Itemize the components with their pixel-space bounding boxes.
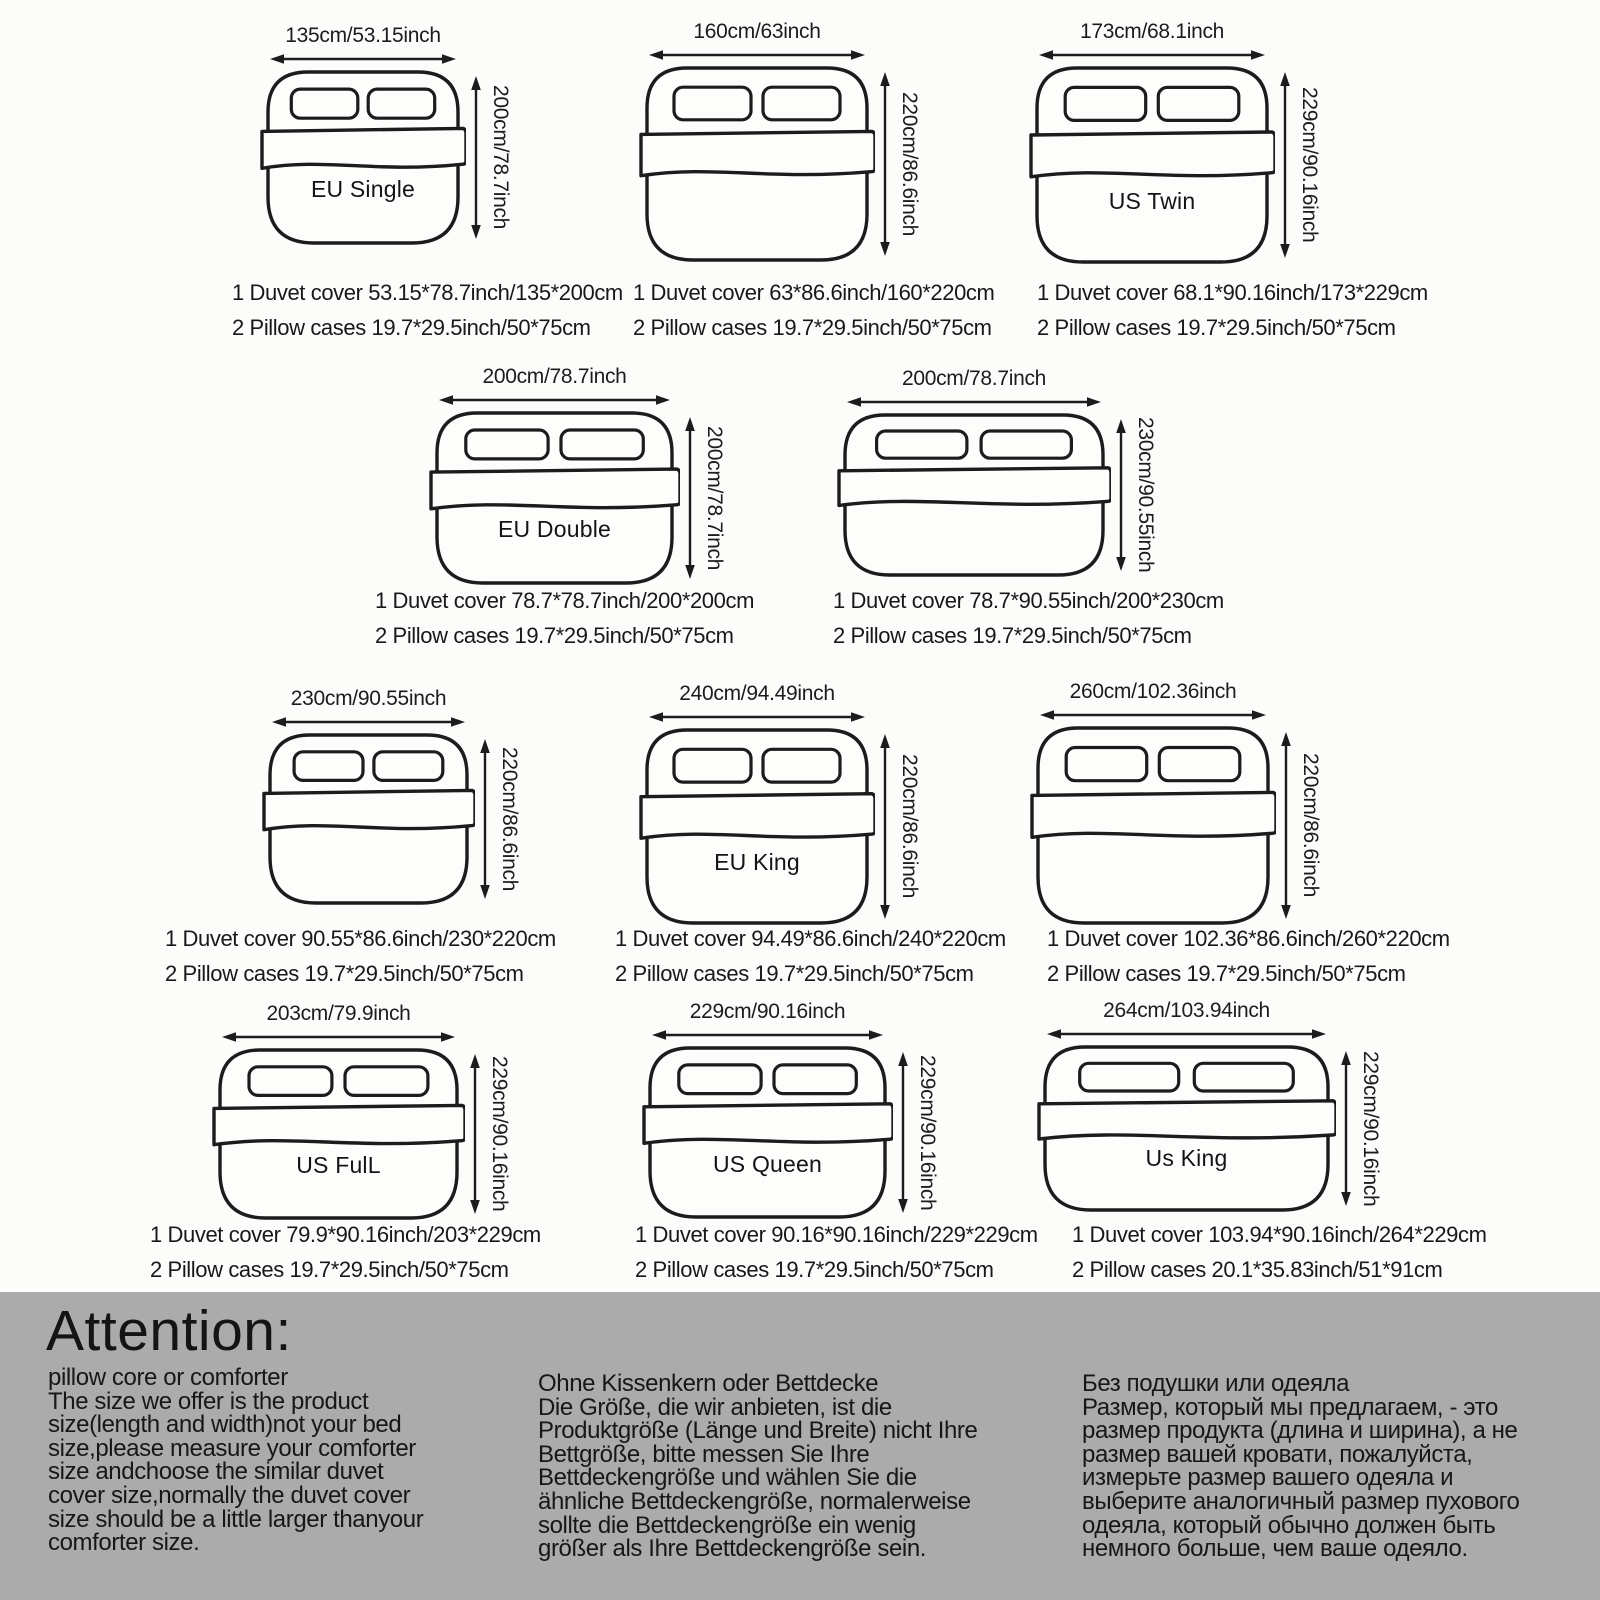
height-dimension-arrow [477, 737, 493, 901]
bed-figure [260, 68, 466, 251]
width-dimension-arrow [647, 47, 867, 63]
sheet-fold-band [1039, 1101, 1336, 1139]
height-arrow-wrap [877, 732, 893, 921]
pillow-right-icon [345, 1067, 428, 1096]
bed-height-label: 229cm/90.16inch [916, 1054, 939, 1211]
height-arrow-wrap [467, 1052, 483, 1216]
bed-height-label: 200cm/78.7inch [703, 425, 726, 571]
attention-line: Ohne Kissenkern oder Bettdecke [538, 1370, 879, 1397]
width-dimension-arrow [647, 709, 867, 725]
attention-line: измерьте размер вашего одеяла и [1082, 1464, 1454, 1492]
bed-width-label: 200cm/78.7inch [901, 367, 1047, 390]
attention-line: Без подушки или одеяла [1082, 1370, 1350, 1397]
attention-line: size should be a little larger thanyour [48, 1505, 424, 1533]
duvet-cover-spec: 1 Duvet cover 78.7*90.55inch/200*230cm [833, 588, 1224, 613]
height-arrow-wrap [1278, 730, 1294, 921]
bed-figure [639, 726, 875, 931]
attention-line: größer als Ihre Bettdeckengröße sein. [538, 1535, 927, 1563]
duvet-cover-spec: 1 Duvet cover 63*86.6inch/160*220cm [633, 280, 995, 305]
attention-text-de [538, 1372, 977, 1561]
duvet-cover-spec: 1 Duvet cover 79.9*90.16inch/203*229cm [150, 1222, 541, 1247]
sheet-fold-band [431, 469, 680, 509]
bed-width-label: 200cm/78.7inch [482, 365, 627, 388]
pillow-cases-spec: 2 Pillow cases 19.7*29.5inch/50*75cm [615, 961, 974, 986]
width-arrow-wrap [437, 392, 672, 408]
pillow-right-icon [1194, 1063, 1293, 1091]
height-dimension-arrow [1278, 730, 1294, 921]
width-dimension-arrow [650, 1027, 885, 1043]
bed-diagram [262, 731, 475, 911]
width-dimension-arrow [1045, 1026, 1328, 1042]
bed-height-label: 229cm/90.16inch [1359, 1050, 1382, 1207]
attention-text-ru [1082, 1372, 1520, 1561]
duvet-cover-spec: 1 Duvet cover 68.1*90.16inch/173*229cm [1037, 280, 1428, 305]
pillow-cases-spec: 2 Pillow cases 19.7*29.5inch/50*75cm [232, 315, 591, 340]
pillow-right-icon [1159, 748, 1240, 781]
pillow-right-icon [763, 87, 840, 120]
pillow-cases-spec: 2 Pillow cases 19.7*29.5inch/50*75cm [1047, 961, 1406, 986]
sheet-fold-band [264, 790, 475, 829]
width-dimension-arrow [268, 51, 458, 67]
bed-width-label: 260cm/102.36inch [1069, 680, 1237, 703]
attention-line: Produktgröße (Länge und Breite) nicht Ihre [538, 1417, 978, 1445]
bed-diagram [642, 1044, 893, 1225]
attention-line: размер продукта (длина и ширина), а не [1082, 1417, 1518, 1445]
bed-height-label: 229cm/90.16inch [488, 1056, 511, 1212]
bed-figure [642, 1044, 893, 1225]
width-arrow-wrap [268, 51, 458, 67]
bed-width-label: 203cm/79.9inch [266, 1002, 411, 1025]
pillow-right-icon [1158, 87, 1239, 120]
bed-width-label: 160cm/63inch [693, 20, 821, 43]
bed-height-label: 220cm/86.6inch [898, 754, 921, 899]
bed-name-label: US Twin [1108, 188, 1196, 214]
width-arrow-wrap [845, 394, 1103, 410]
sheet-fold-band [641, 131, 875, 175]
pillow-right-icon [763, 749, 840, 782]
pillow-cases-spec: 2 Pillow cases 20.1*35.83inch/51*91cm [1072, 1257, 1443, 1282]
duvet-cover-spec: 1 Duvet cover 90.16*90.16inch/229*229cm [635, 1222, 1038, 1247]
height-dimension-arrow [682, 415, 698, 581]
bed-figure [1037, 1043, 1336, 1218]
pillow-right-icon [774, 1065, 856, 1094]
pillow-left-icon [249, 1067, 332, 1096]
bed-diagram [639, 726, 875, 931]
pillow-left-icon [466, 430, 548, 459]
width-dimension-arrow [845, 394, 1103, 410]
width-arrow-wrap [1037, 47, 1267, 63]
attention-line: size,please measure your comforter [48, 1434, 416, 1462]
bed-name-label: EU Single [310, 176, 416, 202]
width-dimension-arrow [270, 714, 467, 730]
width-arrow-wrap [650, 1027, 885, 1043]
bed-name-label: US FulL [296, 1152, 381, 1178]
duvet-cover-spec: 1 Duvet cover 102.36*86.6inch/260*220cm [1047, 926, 1450, 951]
height-arrow-wrap [1113, 417, 1129, 573]
height-dimension-arrow [1113, 417, 1129, 573]
height-arrow-wrap [895, 1050, 911, 1215]
bed-diagram [429, 409, 680, 591]
attention-line: Размер, который мы предлагаем, - это [1082, 1393, 1498, 1421]
bed-diagram [260, 68, 466, 251]
width-arrow-wrap [1045, 1026, 1328, 1042]
duvet-cover-spec: 1 Duvet cover 53.15*78.7inch/135*200cm [232, 280, 623, 305]
attention-line: Die Größe, die wir anbieten, ist die [538, 1393, 892, 1421]
height-dimension-arrow [1277, 70, 1293, 260]
width-dimension-arrow [437, 392, 672, 408]
height-dimension-arrow [1338, 1049, 1354, 1208]
attention-line: размер вашей кровати, пожалуйста, [1082, 1440, 1473, 1468]
bed-diagram [212, 1046, 465, 1226]
width-dimension-arrow [1038, 707, 1268, 723]
bed-width-label: 264cm/103.94inch [1103, 999, 1270, 1022]
bed-figure [212, 1046, 465, 1226]
height-arrow-wrap [682, 415, 698, 581]
bed-figure [1030, 724, 1276, 931]
bed-height-label: 220cm/86.6inch [1299, 753, 1322, 898]
bed-height-label: 200cm/78.7inch [489, 85, 512, 230]
duvet-cover-spec: 1 Duvet cover 78.7*78.7inch/200*200cm [375, 588, 755, 613]
height-dimension-arrow [467, 1052, 483, 1216]
attention-panel [0, 1292, 1600, 1600]
width-arrow-wrap [220, 1029, 457, 1045]
attention-line: одеяла, который обычно должен быть [1082, 1511, 1496, 1539]
attention-line: ähnliche Bettdeckengröße, normalerweise [538, 1487, 971, 1515]
height-dimension-arrow [895, 1050, 911, 1215]
pillow-cases-spec: 2 Pillow cases 19.7*29.5inch/50*75cm [1037, 315, 1396, 340]
bed-width-label: 229cm/90.16inch [689, 1000, 846, 1023]
bed-height-label: 229cm/90.16inch [1298, 87, 1321, 243]
sheet-fold-band [839, 468, 1111, 506]
sheet-fold-band [262, 128, 466, 168]
attention-line: выберите аналогичный размер пухового [1082, 1487, 1520, 1515]
bed-figure [639, 64, 875, 268]
bed-name-label: EU King [714, 849, 800, 875]
height-dimension-arrow [877, 732, 893, 921]
attention-text-en [48, 1366, 423, 1555]
pillow-cases-spec: 2 Pillow cases 19.7*29.5inch/50*75cm [635, 1257, 994, 1282]
attention-line: cover size,normally the duvet cover [48, 1481, 411, 1509]
duvet-cover-spec: 1 Duvet cover 103.94*90.16inch/264*229cm [1072, 1222, 1487, 1247]
width-dimension-arrow [1037, 47, 1267, 63]
pillow-right-icon [561, 430, 643, 459]
pillow-right-icon [374, 752, 443, 781]
pillow-cases-spec: 2 Pillow cases 19.7*29.5inch/50*75cm [150, 1257, 509, 1282]
attention-line: sollte die Bettdeckengröße ein wenig [538, 1511, 916, 1539]
bed-width-label: 240cm/94.49inch [679, 682, 835, 705]
attention-line: size(length and width)not your bed [48, 1411, 402, 1439]
bed-width-label: 135cm/53.15inch [285, 24, 441, 47]
attention-line: Bettgröße, bitte messen Sie Ihre [538, 1440, 870, 1468]
height-dimension-arrow [877, 70, 893, 258]
bed-diagram [1030, 724, 1276, 931]
bed-figure [429, 409, 680, 591]
attention-line: Bettdeckengröße und wählen Sie die [538, 1464, 917, 1492]
pillow-right-icon [981, 431, 1071, 458]
bed-name-label: Us King [1145, 1145, 1228, 1171]
attention-line: comforter size. [48, 1529, 200, 1557]
sheet-fold-band [1031, 132, 1275, 177]
bed-height-label: 220cm/86.6inch [898, 91, 921, 237]
bed-diagram [837, 411, 1111, 583]
sheet-fold-band [1032, 792, 1276, 837]
height-arrow-wrap [477, 737, 493, 901]
height-arrow-wrap [1338, 1049, 1354, 1208]
bed-diagram [639, 64, 875, 268]
bed-height-label: 220cm/86.6inch [498, 746, 521, 892]
attention-line: The size we offer is the product [48, 1387, 369, 1415]
bed-name-label: EU Double [497, 516, 612, 542]
pillow-left-icon [291, 89, 358, 118]
pillow-left-icon [679, 1065, 761, 1094]
attention-heading: Attention: [46, 1299, 292, 1363]
bed-figure [1029, 64, 1275, 270]
pillow-left-icon [1066, 748, 1147, 781]
pillow-left-icon [1065, 87, 1146, 120]
pillow-left-icon [877, 431, 967, 458]
bed-name-label: US Queen [713, 1151, 822, 1177]
pillow-cases-spec: 2 Pillow cases 19.7*29.5inch/50*75cm [833, 623, 1192, 648]
pillow-right-icon [368, 89, 435, 118]
width-arrow-wrap [647, 709, 867, 725]
sheet-fold-band [214, 1105, 465, 1144]
pillow-left-icon [674, 87, 751, 120]
height-arrow-wrap [468, 74, 484, 241]
pillow-left-icon [1080, 1063, 1179, 1091]
width-arrow-wrap [270, 714, 467, 730]
width-dimension-arrow [220, 1029, 457, 1045]
attention-line: немного больше, чем ваше одеяло. [1082, 1535, 1468, 1563]
bed-width-label: 173cm/68.1inch [1079, 20, 1225, 43]
bed-figure [837, 411, 1111, 583]
sheet-fold-band [644, 1104, 893, 1144]
duvet-cover-spec: 1 Duvet cover 94.49*86.6inch/240*220cm [615, 926, 1006, 951]
bed-width-label: 230cm/90.55inch [290, 687, 447, 710]
attention-line: pillow core or comforter [48, 1364, 288, 1391]
bed-diagram [1029, 64, 1275, 270]
width-arrow-wrap [1038, 707, 1268, 723]
height-dimension-arrow [468, 74, 484, 241]
height-arrow-wrap [877, 70, 893, 258]
height-arrow-wrap [1277, 70, 1293, 260]
pillow-cases-spec: 2 Pillow cases 19.7*29.5inch/50*75cm [633, 315, 992, 340]
bed-diagram [1037, 1043, 1336, 1218]
width-arrow-wrap [647, 47, 867, 63]
bed-figure [262, 731, 475, 911]
pillow-left-icon [674, 749, 751, 782]
duvet-cover-spec: 1 Duvet cover 90.55*86.6inch/230*220cm [165, 926, 556, 951]
bed-height-label: 230cm/90.55inch [1134, 417, 1157, 573]
pillow-left-icon [294, 752, 363, 781]
attention-line: size andchoose the similar duvet [48, 1458, 384, 1486]
pillow-cases-spec: 2 Pillow cases 19.7*29.5inch/50*75cm [375, 623, 734, 648]
sheet-fold-band [641, 794, 875, 839]
pillow-cases-spec: 2 Pillow cases 19.7*29.5inch/50*75cm [165, 961, 524, 986]
